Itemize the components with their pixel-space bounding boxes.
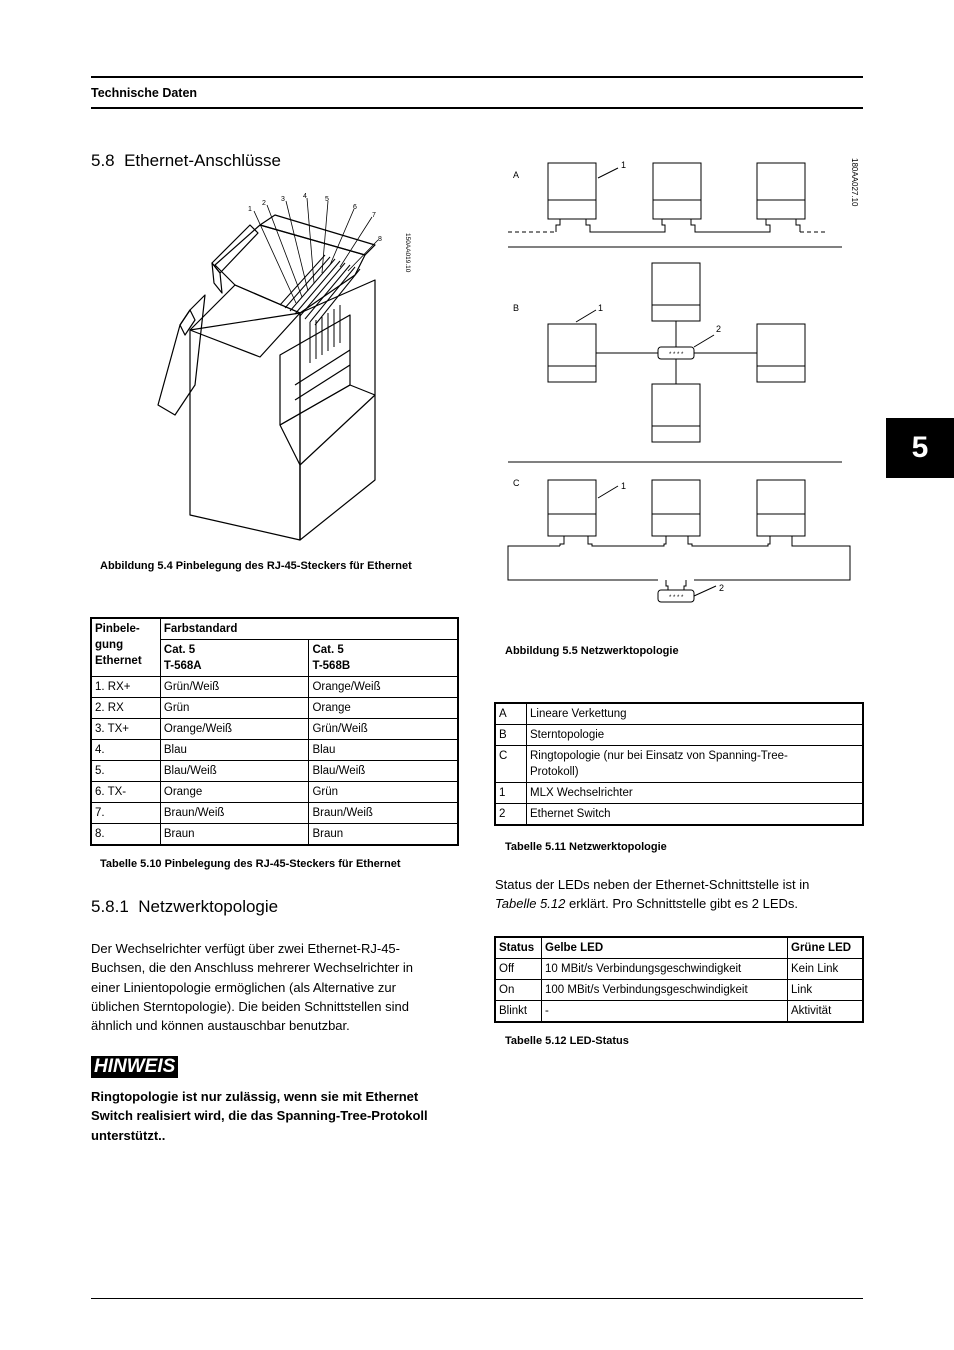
table-row: 1. RX+ Grün/Weiß Orange/Weiß — [92, 677, 458, 698]
svg-text:* * * *: * * * * — [669, 352, 684, 358]
topology-figure-code: 180AA027.10 — [850, 158, 859, 207]
pin-3-label: 3 — [281, 196, 285, 203]
pin-table-head-col1: Pinbele- gung Ethernet — [92, 619, 161, 677]
section-title: Ethernet-Anschlüsse — [124, 151, 281, 170]
pin-table-head-col2: Cat. 5 T-568A — [160, 640, 309, 677]
footer-rule — [91, 1298, 863, 1299]
note-label: HINWEIS — [91, 1056, 178, 1078]
pin-1-label: 1 — [248, 206, 252, 213]
rj45-connector-figure — [150, 185, 430, 545]
chapter-tab: 5 — [886, 418, 954, 478]
paragraph-intro: Der Wechselrichter verfügt über zwei Ethernet-RJ-45- Buchsen, die den Anschluss mehrerer Wechselrichter in einer Linientopologie ermöglichen (als Alternative zur üblichen Sterntopologie). Die beiden Schnittstellen sind ähnlich und können austauschbar benutzbar. — [91, 941, 414, 1034]
pin-table-head-col3: Cat. 5 T-568B — [309, 640, 458, 677]
note-text: Ringtopologie ist nur zulässig, wenn sie mit Ethernet Switch realisiert wird, die das Spanning-Tree-Protokoll unterstützt.. — [91, 1089, 428, 1143]
subsection-number: 5.8.1 — [91, 897, 129, 916]
figure-caption: Abbildung 5.4 Pinbelegung des RJ-45-Steckers für Ethernet — [100, 560, 412, 572]
pin-table-head-group: Farbstandard — [160, 619, 457, 640]
table-row: B Sterntopologie — [496, 725, 863, 746]
callout-switch-c: 2 — [719, 583, 725, 593]
status-paragraph: Status der LEDs neben der Ethernet-Schnittstelle ist in Tabelle 5.12 erklärt. Pro Schnittstelle gibt es 2 LEDs. — [495, 877, 810, 912]
topology-label-c: C — [513, 478, 520, 488]
table-row: 2. RX Grün Orange — [92, 698, 458, 719]
running-header: Technische Daten — [91, 86, 198, 100]
pin-4-label: 4 — [303, 193, 307, 200]
figure-code: 150AA019.10 — [404, 233, 411, 273]
table-row: 2 Ethernet Switch — [496, 804, 863, 825]
callout-switch-b: 2 — [716, 324, 722, 334]
table-row: 3. TX+ Orange/Weiß Grün/Weiß — [92, 719, 458, 740]
table-reference-link: Tabelle 5.12 — [495, 896, 566, 912]
table-row: 7. Braun/Weiß Braun/Weiß — [92, 803, 458, 824]
pin-table-caption: Tabelle 5.10 Pinbelegung des RJ-45-Steckers für Ethernet — [100, 858, 401, 870]
section-heading — [91, 151, 281, 171]
section-number: 5.8 — [91, 151, 115, 170]
table-row: 8. Braun Braun — [92, 824, 458, 845]
pin-8-label: 8 — [378, 236, 382, 243]
subsection-title: Netzwerktopologie — [138, 897, 279, 916]
pin-5-label: 5 — [325, 196, 329, 203]
topology-figure — [500, 150, 870, 610]
table-row: Blinkt - Aktivität — [496, 1001, 863, 1022]
subsection-heading — [91, 897, 278, 917]
pin-7-label: 7 — [372, 212, 376, 219]
table-row: A Lineare Verkettung — [496, 704, 863, 725]
callout-inverter-c: 1 — [621, 481, 627, 491]
table-row: 5. Blau/Weiß Blau/Weiß — [92, 761, 458, 782]
table-row: C Ringtopologie (nur bei Einsatz von Spanning-Tree- Protokoll) — [496, 746, 863, 783]
header-top-rule — [91, 76, 863, 78]
topology-caption: Abbildung 5.5 Netzwerktopologie — [505, 645, 679, 657]
topology-table — [495, 703, 863, 825]
led-table — [495, 937, 863, 1022]
table-row: 4. Blau Blau — [92, 740, 458, 761]
led-table-head-yellow: Gelbe LED — [542, 938, 788, 959]
pin-table — [91, 618, 458, 845]
table-row: On 100 MBit/s Verbindungsgeschwindigkeit Link — [496, 980, 863, 1001]
table-row: 1 MLX Wechselrichter — [496, 783, 863, 804]
topology-label-b: B — [513, 303, 520, 313]
topology-table-caption: Tabelle 5.11 Netzwerktopologie — [505, 841, 667, 853]
callout-inverter-a: 1 — [621, 160, 627, 170]
pin-2-label: 2 — [262, 200, 266, 207]
header-bottom-rule — [91, 107, 863, 109]
table-row: 6. TX- Orange Grün — [92, 782, 458, 803]
led-table-head-green: Grüne LED — [788, 938, 863, 959]
topology-label-a: A — [513, 170, 520, 180]
svg-text:* * * *: * * * * — [669, 595, 684, 601]
table-row: Off 10 MBit/s Verbindungsgeschwindigkeit Kein Link — [496, 959, 863, 980]
led-table-caption: Tabelle 5.12 LED-Status — [505, 1035, 629, 1047]
callout-inverter-b: 1 — [598, 303, 604, 313]
pin-6-label: 6 — [353, 204, 357, 211]
led-table-head-status: Status — [496, 938, 542, 959]
